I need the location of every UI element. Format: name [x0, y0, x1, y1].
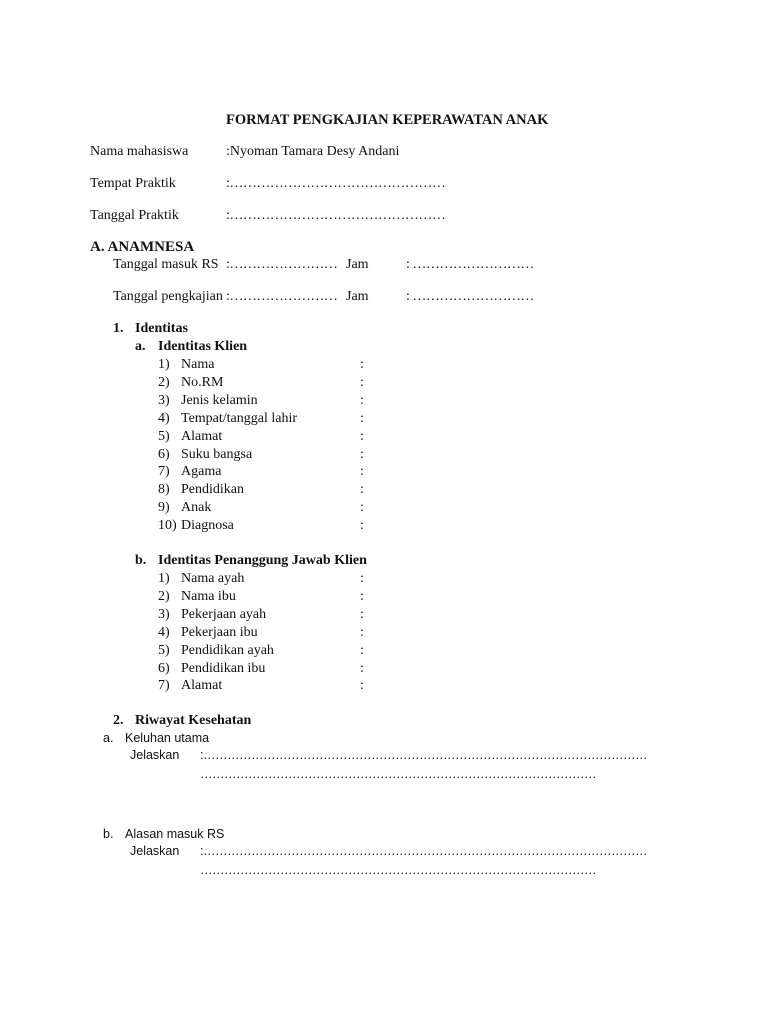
item-colon: : — [360, 571, 364, 586]
item-number: 1) — [158, 571, 170, 586]
item-colon: : — [360, 518, 364, 534]
tempat-praktik-value: :………………………………………… — [226, 176, 446, 191]
identitas-klien-letter: a. — [135, 339, 146, 354]
alasan-jelaskan-label: Jelaskan — [130, 844, 180, 858]
item-colon: : — [360, 660, 364, 676]
item-label: Nama — [181, 357, 215, 372]
item-colon: : — [360, 392, 364, 408]
tanggal-pengkajian-value: :…………………… — [226, 289, 338, 304]
item-label: Nama ayah — [181, 571, 245, 586]
item-number: 7) — [158, 678, 170, 694]
identitas-pj-letter: b. — [135, 553, 147, 568]
item-label: Jenis kelamin — [181, 392, 258, 408]
anamnesa-heading: A. ANAMNESA — [90, 239, 195, 255]
item-colon: : — [360, 678, 364, 694]
item-number: 3) — [158, 606, 170, 622]
keluhan-label: Keluhan utama — [125, 731, 210, 745]
nama-mahasiswa-label: Nama mahasiswa — [90, 144, 189, 159]
jam-pengkajian-label: Jam — [346, 289, 369, 304]
item-number: 9) — [158, 500, 170, 516]
item-number: 5) — [158, 642, 170, 658]
item-label: Alamat — [181, 428, 223, 444]
item-label: Pekerjaan ayah — [181, 606, 267, 622]
tanggal-masuk-value: :…………………… — [226, 257, 338, 272]
item-colon: : — [360, 374, 364, 390]
keluhan-letter: a. — [103, 731, 114, 745]
item-label: Pendidikan ayah — [181, 642, 274, 658]
keluhan-dotted-line-1: :………………………………………………………………………………………………… — [200, 748, 647, 762]
identitas-pj-heading: Identitas Penanggung Jawab Klien — [158, 553, 367, 568]
tempat-praktik-label: Tempat Praktik — [90, 176, 176, 191]
identitas-klien-heading: Identitas Klien — [158, 339, 248, 354]
tanggal-masuk-label: Tanggal masuk RS — [113, 257, 219, 272]
page-title: FORMAT PENGKAJIAN KEPERAWATAN ANAK — [226, 112, 549, 128]
alasan-dotted-line-1: :………………………………………………………………………………………………… — [200, 844, 647, 858]
item-label: Anak — [181, 500, 212, 516]
item-number: 2) — [158, 588, 170, 604]
item-number: 1) — [158, 357, 170, 372]
tanggal-pengkajian-label: Tanggal pengkajian — [113, 289, 223, 304]
jam-pengkajian-value: : ……………………… — [406, 289, 534, 304]
item-label: Pekerjaan ibu — [181, 624, 258, 640]
item-label: Diagnosa — [181, 518, 234, 534]
item-colon: : — [360, 606, 364, 622]
item-colon: : — [360, 482, 364, 498]
item-number: 10) — [158, 518, 177, 534]
alasan-letter: b. — [103, 827, 114, 841]
item-number: 3) — [158, 392, 170, 408]
item-label: Alamat — [181, 678, 223, 694]
item-label: Nama ibu — [181, 588, 236, 604]
riwayat-number: 2. — [113, 713, 124, 728]
nama-mahasiswa-value: :Nyoman Tamara Desy Andani — [226, 144, 400, 159]
tanggal-praktik-value: :………………………………………… — [226, 208, 446, 223]
item-label: No.RM — [181, 374, 224, 390]
item-number: 7) — [158, 464, 170, 480]
item-number: 4) — [158, 624, 170, 640]
alasan-dotted-line-2: ……………………………………………………………………………………… — [200, 863, 596, 877]
item-colon: : — [360, 410, 364, 426]
identitas-heading: Identitas — [135, 321, 188, 336]
item-label: Pendidikan ibu — [181, 660, 266, 676]
item-colon: : — [360, 588, 364, 604]
identitas-number: 1. — [113, 321, 124, 336]
item-label: Agama — [181, 464, 222, 480]
item-colon: : — [360, 464, 364, 480]
item-colon: : — [360, 500, 364, 516]
item-label: Pendidikan — [181, 482, 244, 498]
riwayat-heading: Riwayat Kesehatan — [135, 713, 252, 728]
item-number: 6) — [158, 446, 170, 462]
tanggal-praktik-label: Tanggal Praktik — [90, 208, 179, 223]
item-colon: : — [360, 642, 364, 658]
item-number: 5) — [158, 428, 170, 444]
item-number: 2) — [158, 374, 170, 390]
jam-masuk-value: : ……………………… — [406, 257, 534, 272]
jam-masuk-label: Jam — [346, 257, 369, 272]
keluhan-jelaskan-label: Jelaskan — [130, 748, 180, 762]
item-colon: : — [360, 624, 364, 640]
item-number: 6) — [158, 660, 170, 676]
alasan-label: Alasan masuk RS — [125, 827, 225, 841]
item-number: 8) — [158, 482, 170, 498]
item-number: 4) — [158, 410, 170, 426]
item-colon: : — [360, 446, 364, 462]
item-label: Tempat/tanggal lahir — [181, 410, 298, 426]
item-colon: : — [360, 357, 364, 372]
keluhan-dotted-line-2: ……………………………………………………………………………………… — [200, 767, 596, 781]
item-colon: : — [360, 428, 364, 444]
item-label: Suku bangsa — [181, 446, 253, 462]
